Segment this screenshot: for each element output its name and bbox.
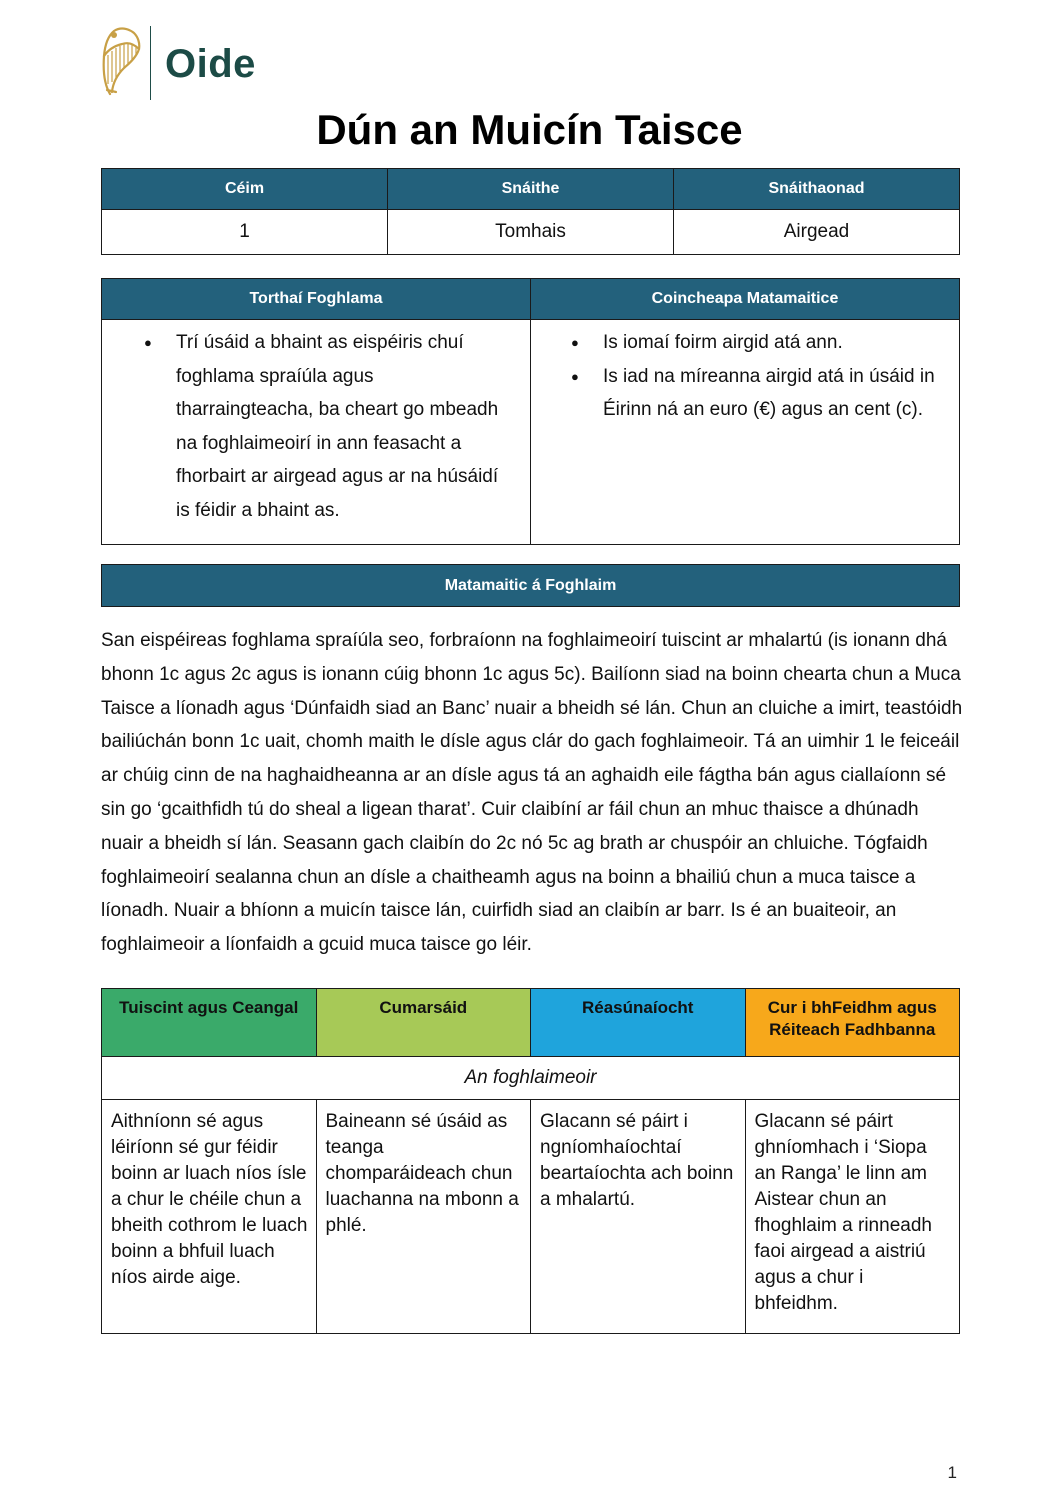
description-applying: Glacann sé páirt ghníomhach i ‘Siopa an Ranga’ le linn am Aistear chun an fhoghlaim a rinneadh faoi airgead a aistriú agus a chur i bhfeidhm.: [745, 1100, 960, 1334]
header-math-concepts: Coincheapa Matamaitice: [531, 279, 960, 320]
harp-icon: [98, 26, 144, 100]
info-table: [101, 168, 960, 255]
description-reasoning: Glacann sé páirt i ngníomhaíochtaí beartaíochta ach boinn a mhalartú.: [531, 1100, 746, 1334]
value-snaithe: Tomhais: [388, 210, 674, 255]
oide-logo: [98, 24, 256, 102]
value-ceim: 1: [102, 210, 388, 255]
logo-divider: [150, 26, 151, 100]
header-applying-problem-solving: Cur i bhFeidhm agus Réiteach Fadhbanna: [745, 989, 960, 1057]
list-item: ● Trí úsáid a bhaint as eispéiris chuí foghlama spraíúla agus tharraingteacha, ba cheart go mbeadh na foghlaimeoirí in ann feasacht a fhorbairt ar airgead agus ar na húsáidí is féidir a bhaint as.: [116, 326, 516, 527]
learning-outcomes-cell: [102, 320, 531, 545]
math-concepts-list: [545, 326, 945, 427]
header-ceim: Céim: [102, 169, 388, 210]
value-snaithaonad: Airgead: [674, 210, 960, 255]
learner-row: An foghlaimeoir: [102, 1057, 960, 1100]
learning-outcomes-list: [116, 326, 516, 527]
header-communicating: Cumarsáid: [316, 989, 531, 1057]
math-concepts-cell: [531, 320, 960, 545]
list-item: ● Is iad na míreanna airgid atá in úsáid in Éirinn ná an euro (€) agus an cent (c).: [545, 360, 945, 427]
activity-description: San eispéireas foghlama spraíúla seo, forbraíonn na foghlaimeoirí tuiscint ar mhalartú (is ionann dhá bhonn 1c agus 2c agus is ionann cúig bhonn 1c agus 5c). Bailíonn siad na boinn chearta chun a Muca Taisce a líonadh agus ‘Dúnfaidh siad an Banc’ nuair a bheidh sé lán. Chun an cluiche a imirt, teastóidh bailiúchán bonn 1c uait, chomh maith le dísle agus clár do gach foghlaimeoir. Tá an uimhir 1 le feiceáil ar chúig cinn de na haghaidheanna ar an dísle agus tá an aghaidh eile fágtha bán agus ciallaíonn sé sin go ‘gcaithfidh tú do sheal a ligean tharat’. Cuir claibíní ar fáil chun an mhuc thaisce a dhúnadh nuair a bheidh sí lán. Seasann gach claibín do 2c nó 5c ag brath ar chuspóir an chluiche. Tógfaidh foghlaimeoirí sealanna chun an dísle a chaitheamh agus na boinn a bhailiú chun a muca taisce a líonadh. Nuair a bhíonn a muicín taisce lán, cuirfidh siad an claibín ar barr. Is é an buaiteoir, an foghlaimeoir a líonfaidh a gcuid muca taisce go léir.: [101, 630, 963, 956]
elements-table: [101, 988, 960, 1334]
description-communicating: Baineann sé úsáid as teanga chomparáideach chun luachanna na mbonn a phlé.: [316, 1100, 531, 1334]
header-reasoning: Réasúnaíocht: [531, 989, 746, 1057]
brand-name: Oide: [165, 42, 256, 86]
header-snaithaonad: Snáithaonad: [674, 169, 960, 210]
description-understanding: Aithníonn sé agus léiríonn sé gur féidir boinn ar luach níos ísle a chur le chéile chun a bheith cothrom le luach boinn a bhfuil luach níos airde aige.: [102, 1100, 317, 1334]
header-learning-maths: Matamaitic á Foghlaim: [102, 565, 960, 607]
header-learning-outcomes: Torthaí Foghlama: [102, 279, 531, 320]
outcomes-table: [101, 278, 960, 545]
list-item: ● Is iomaí foirm airgid atá ann.: [545, 326, 945, 360]
page-title: Dún an Muicín Taisce: [316, 106, 743, 153]
page-number: 1: [947, 1463, 957, 1482]
learning-section-header: [101, 564, 960, 607]
header-snaithe: Snáithe: [388, 169, 674, 210]
header-understanding-connecting: Tuiscint agus Ceangal: [102, 989, 317, 1057]
